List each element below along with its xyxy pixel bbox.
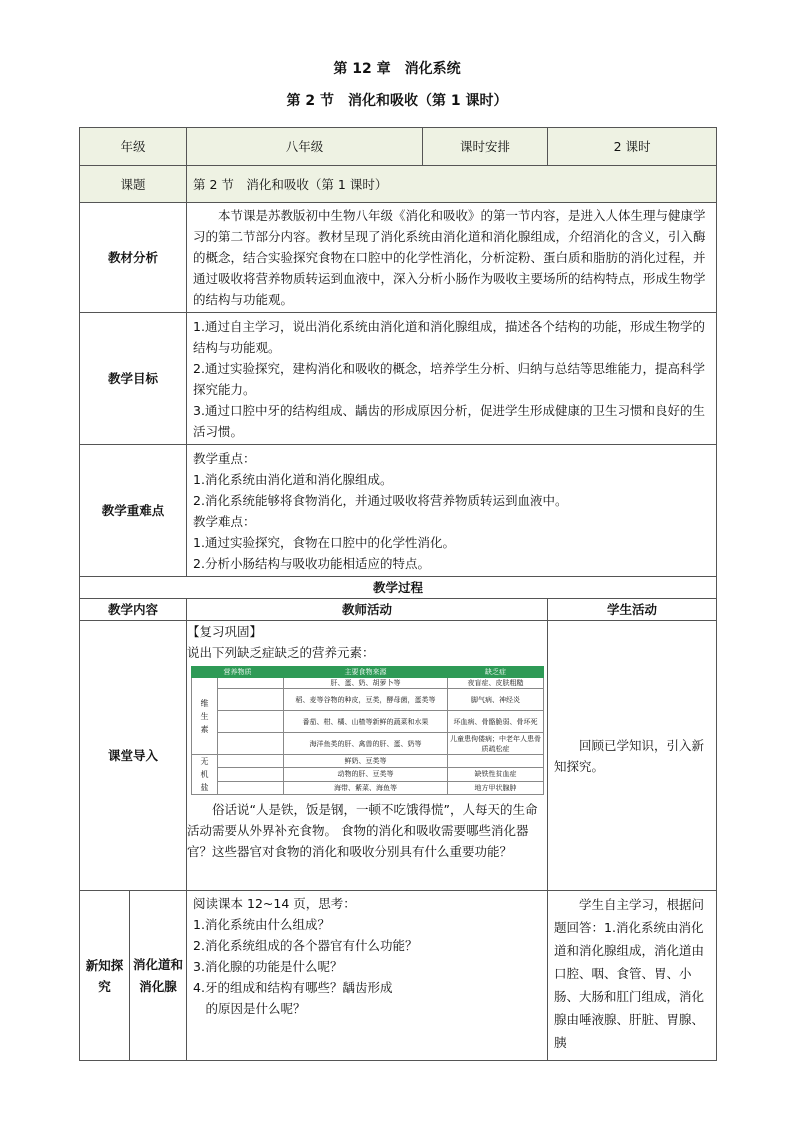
process-title: 教学过程 — [80, 577, 717, 599]
nutrition-source: 肝、蛋、奶、胡萝卜等 — [284, 678, 448, 689]
explore-label: 新知探究 — [80, 891, 130, 1061]
col-student-header: 学生活动 — [548, 599, 717, 621]
explore-question: 4.牙的组成和结构有哪些？龋齿形成 — [193, 980, 393, 995]
goal-item: 2.通过实验探究，建构消化和吸收的概念，培养学生分析、归纳与总结等思维能力，提高科学探究能力。 — [193, 360, 705, 397]
focus-item: 1.消化系统由消化道和消化腺组成。 — [193, 471, 393, 487]
explore-question: 3.消化腺的功能是什么呢？ — [193, 959, 343, 974]
goal-item: 1.通过自主学习，说出消化系统由消化道和消化腺组成，描述各个结构的功能，形成生物学的结构与功能观。 — [193, 318, 705, 355]
grade-value: 八年级 — [187, 128, 423, 166]
nutrition-deficiency — [448, 755, 544, 768]
mineral-group-label: 无 机 盐 — [192, 755, 218, 795]
nutrition-source: 稻、麦等谷物的种皮，豆类，酵母菌，蛋类等 — [284, 689, 448, 711]
hours-label: 课时安排 — [423, 128, 548, 166]
section-title: 第 2 节 消化和吸收（第 1 课时） — [286, 93, 508, 109]
nutrition-source: 番茄、柑、橘、山楂等新鲜的蔬菜和水果 — [284, 711, 448, 733]
explore-question: 1.消化系统由什么组成？ — [193, 917, 330, 932]
nutrition-deficiency: 缺铁性贫血症 — [448, 768, 544, 781]
analysis-text: 本节课是苏教版初中生物八年级《消化和吸收》的第一节内容，是进入人体生理与健康学习的第二节部分内容。教材呈现了消化系统由消化道和消化腺组成，介绍消化的含义，引入酶的概念，结合实验探究食物在口腔中的化学性消化，分析淀粉、蛋白质和脂肪的消化过程，并通过吸收将营养物质转运到血液中，深入分析小肠作为吸收主要场所的结构特点，形成生物学的结构与功能观。 — [187, 203, 717, 313]
read-prompt: 阅读课本 12~14 页，思考： — [193, 896, 356, 911]
goals-content — [187, 313, 717, 445]
nutrition-deficiency: 夜盲症、皮肤粗糙 — [448, 678, 544, 689]
keypoints-content — [187, 445, 717, 577]
grade-label: 年级 — [80, 128, 187, 166]
explore-teacher — [187, 891, 548, 1061]
explore-question: 的原因是什么呢？ — [193, 1001, 306, 1016]
nutrition-deficiency: 地方甲状腺肿 — [448, 781, 544, 794]
nutrition-source: 动物的肝、豆类等 — [284, 768, 448, 781]
nutrition-source: 海洋鱼类的肝、禽兽的肝、蛋、奶等 — [284, 733, 448, 755]
intro-teacher — [187, 621, 548, 891]
lesson-plan-table — [79, 127, 717, 1061]
explore-sub-label: 消化道和消化腺 — [130, 891, 187, 1061]
hours-value: 2 课时 — [548, 128, 717, 166]
col-content-header: 教学内容 — [80, 599, 187, 621]
intro-paragraph: 俗话说“人是铁，饭是钢，一顿不吃饿得慌”，人每天的生命活动需要从外界补充食物。 食物的消化和吸收需要哪些消化器官？这些器官对食物的消化和吸收分别具有什么重要功能？ — [187, 802, 538, 859]
vitamin-group-label: 维 生 素 — [192, 678, 218, 755]
nutrition-header: 营养物质 — [192, 667, 284, 678]
explore-student: 学生自主学习，根据问题回答：1.消化系统由消化道和消化腺组成，消化道由口腔、咽、食管、胃、小肠、大肠和肛门组成，消化腺由唾液腺、肝脏、胃腺、胰 — [548, 891, 717, 1061]
goals-label: 教学目标 — [80, 313, 187, 445]
nutrition-deficiency: 坏血病、骨骼脆弱、骨坏死 — [448, 711, 544, 733]
difficulty-title: 教学难点： — [193, 513, 256, 529]
review-title: 【复习巩固】 — [187, 624, 263, 639]
keypoints-label: 教学重难点 — [80, 445, 187, 577]
intro-student: 回顾已学知识，引入新知探究。 — [548, 621, 717, 891]
explore-question: 2.消化系统组成的各个器官有什么功能？ — [193, 938, 418, 953]
focus-title: 教学重点： — [193, 450, 256, 466]
nutrition-source: 鲜奶、豆类等 — [284, 755, 448, 768]
difficulty-item: 1.通过实验探究，食物在口腔中的化学性消化。 — [193, 534, 455, 550]
nutrition-deficiency: 儿童患佝偻病；中老年人患骨质疏松症 — [448, 733, 544, 755]
review-prompt: 说出下列缺乏症缺乏的营养元素： — [187, 645, 375, 660]
goal-item: 3.通过口腔中牙的结构组成、龋齿的形成原因分析，促进学生形成健康的卫生习惯和良好的生活习惯。 — [193, 402, 705, 439]
nutrition-table — [191, 666, 544, 795]
nutrition-source: 海带、紫菜、海鱼等 — [284, 781, 448, 794]
topic-label: 课题 — [80, 166, 187, 203]
topic-value: 第 2 节 消化和吸收（第 1 课时） — [187, 166, 717, 203]
nutrition-header: 主要食物来源 — [284, 667, 448, 678]
chapter-title: 第 12 章 消化系统 — [333, 61, 461, 77]
nutrition-deficiency: 脚气病、神经炎 — [448, 689, 544, 711]
intro-label: 课堂导入 — [80, 621, 187, 891]
nutrition-header: 缺乏症 — [448, 667, 544, 678]
difficulty-item: 2.分析小肠结构与吸收功能相适应的特点。 — [193, 555, 430, 571]
analysis-label: 教材分析 — [80, 203, 187, 313]
focus-item: 2.消化系统能够将食物消化，并通过吸收将营养物质转运到血液中。 — [193, 492, 568, 508]
col-teacher-header: 教师活动 — [187, 599, 548, 621]
